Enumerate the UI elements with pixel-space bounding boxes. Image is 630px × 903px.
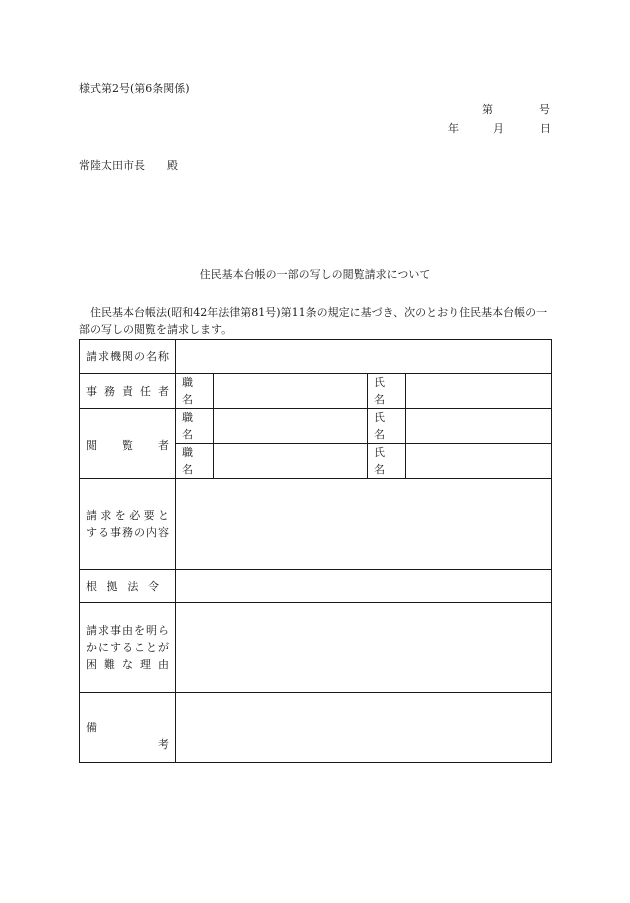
viewer-1-name-field[interactable] [406,409,552,444]
remarks-row [80,693,552,763]
reason-field[interactable] [176,603,552,693]
form-number: 様式第2号(第6条関係) [79,82,190,95]
reason-row [80,603,552,693]
legal-basis-field[interactable] [176,570,552,603]
date-month-label: 月 [493,122,504,135]
remarks-field[interactable] [176,693,552,763]
addressee: 常陸太田市長 殿 [79,159,178,172]
org-name-label: 請求機関の名称 [80,340,176,374]
viewer-label: 閲 覧 者 [80,409,176,479]
responsible-name-label: 氏 名 [368,374,406,409]
viewer-2-position-label: 職 名 [176,444,214,479]
document-number-suffix: 号 [539,103,550,116]
legal-basis-label: 根拠法令 [80,570,176,603]
viewer-1-position-label: 職 名 [176,409,214,444]
remarks-label: 備 考 [80,693,176,763]
request-statement: 住民基本台帳法(昭和42年法律第81号)第11条の規定に基づき、次のとおり住民基本台帳の一部の写しの閲覧を請求します。 [79,306,548,336]
reason-label: 請求事由を明ら かにすることが 困難な理由 [80,603,176,693]
date-day-label: 日 [540,122,551,135]
responsible-label: 事務責任者 [80,374,176,409]
document-number-label: 第 [482,103,493,116]
document-title: 住民基本台帳の一部の写しの閲覧請求について [199,268,431,281]
responsible-row [80,374,552,409]
viewer-2-name-label: 氏 名 [368,444,406,479]
org-name-row [80,340,552,374]
purpose-field[interactable] [176,479,552,570]
purpose-label: 請求を必要と する事務の内容 [80,479,176,570]
legal-basis-row [80,570,552,603]
responsible-name-field[interactable] [406,374,552,409]
viewer-2-name-field[interactable] [406,444,552,479]
org-name-field[interactable] [176,340,552,374]
responsible-position-label: 職 名 [176,374,214,409]
purpose-row [80,479,552,570]
viewer-1-name-label: 氏 名 [368,409,406,444]
date-year-label: 年 [448,122,459,135]
request-form-table [79,339,552,763]
viewer-row-1 [80,409,552,444]
responsible-position-field[interactable] [214,374,368,409]
viewer-2-position-field[interactable] [214,444,368,479]
viewer-1-position-field[interactable] [214,409,368,444]
